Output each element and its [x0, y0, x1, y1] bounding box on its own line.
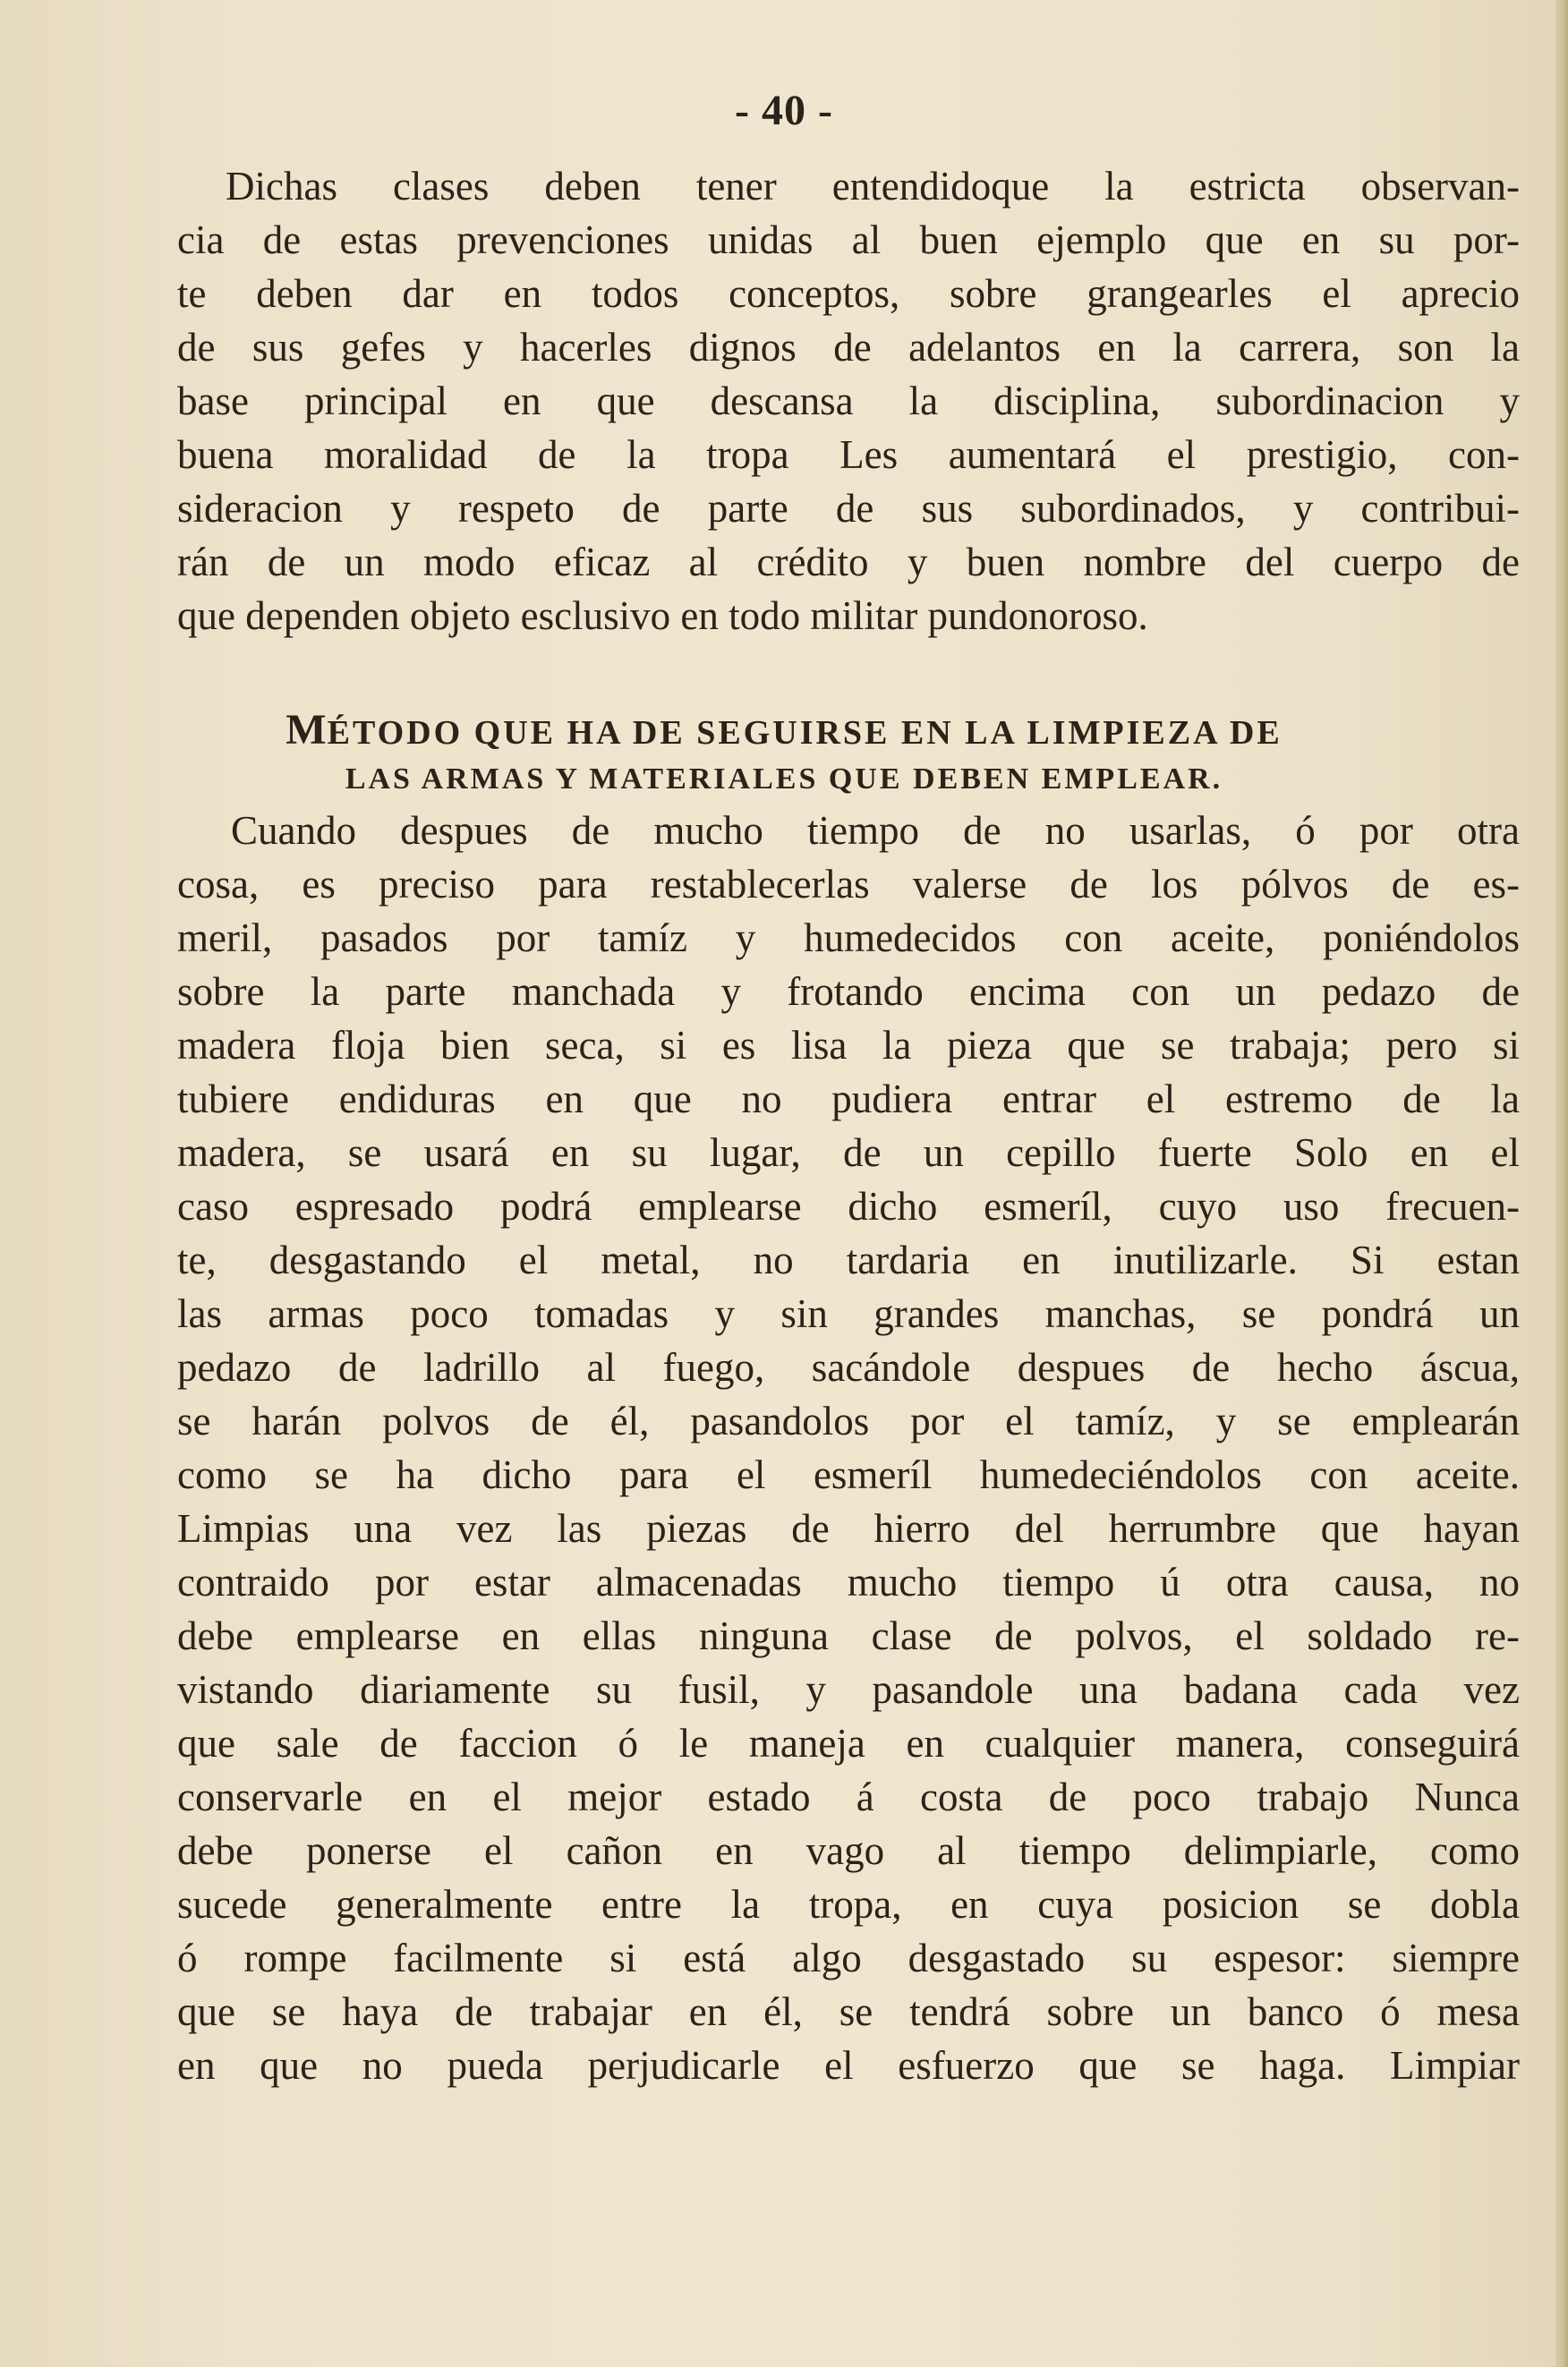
text-line: Cuando despues de mucho tiempo de no usarlas, ó por otra: [231, 808, 1520, 853]
text-line: base principal en que descansa la disciplina, subordinacion y: [177, 379, 1520, 423]
text-line: debe ponerse el cañon en vago al tiempo delimpiarle, como: [177, 1828, 1520, 1873]
page-edge: [1555, 0, 1568, 2367]
text-line: madera floja bien seca, si es lisa la pieza que se trabaja; pero si: [177, 1023, 1520, 1068]
text-line: que se haya de trabajar en él, se tendrá sobre un banco ó mesa: [177, 1989, 1520, 2034]
text-line: cia de estas prevenciones unidas al buen ejemplo que en su por-: [177, 217, 1520, 262]
heading-initial: M: [285, 706, 328, 754]
section-heading-line2: LAS ARMAS Y MATERIALES QUE DEBEN EMPLEAR.: [345, 762, 1223, 796]
text-line: caso espresado podrá emplearse dicho esmeríl, cuyo uso frecuen-: [177, 1184, 1520, 1229]
text-line: las armas poco tomadas y sin grandes manchas, se pondrá un: [177, 1291, 1520, 1336]
text-line: de sus gefes y hacerles dignos de adelantos en la carrera, son la: [177, 325, 1520, 370]
text-line: conservarle en el mejor estado á costa de poco trabajo Nunca: [177, 1775, 1520, 1819]
text-line: meril, pasados por tamíz y humedecidos con aceite, poniéndolos: [177, 915, 1520, 960]
text-line: se harán polvos de él, pasandolos por el tamíz, y se emplearán: [177, 1399, 1520, 1443]
text-line: te, desgastando el metal, no tardaria en inutilizarle. Si estan: [177, 1238, 1520, 1282]
text-line: Dichas clases deben tener entendidoque la estricta observan-: [226, 164, 1520, 209]
text-line: vistando diariamente su fusil, y pasandole una badana cada vez: [177, 1667, 1520, 1712]
text-line: ó rompe facilmente si está algo desgastado su espesor: siempre: [177, 1936, 1520, 1980]
text-line: madera, se usará en su lugar, de un cepillo fuerte Solo en el: [177, 1130, 1520, 1175]
text-line: sucede generalmente entre la tropa, en cuya posicion se dobla: [177, 1882, 1520, 1927]
text-line: buena moralidad de la tropa Les aumentará el prestigio, con-: [177, 432, 1520, 477]
heading-line1: ÉTODO QUE HA DE SEGUIRSE EN LA LIMPIEZA DE: [327, 714, 1283, 752]
text-line: cosa, es preciso para restablecerlas valerse de los pólvos de es-: [177, 862, 1520, 907]
text-line: en que no pueda perjudicarle el esfuerzo que se haga. Limpiar: [177, 2043, 1520, 2088]
text-line: pedazo de ladrillo al fuego, sacándole despues de hecho áscua,: [177, 1345, 1520, 1390]
text-line: que sale de faccion ó le maneja en cualquier manera, conseguirá: [177, 1721, 1520, 1766]
text-line: contraido por estar almacenadas mucho tiempo ú otra causa, no: [177, 1560, 1520, 1605]
text-line: rán de un modo eficaz al crédito y buen nombre del cuerpo de: [177, 540, 1520, 584]
page-number: - 40 -: [735, 87, 833, 134]
text-line: tubiere endiduras en que no pudiera entrar el estremo de la: [177, 1077, 1520, 1121]
text-line: como se ha dicho para el esmeríl humedeciéndolos con aceite.: [177, 1452, 1520, 1497]
text-line: que dependen objeto esclusivo en todo militar pundonoroso.: [177, 593, 1148, 638]
text-line: Limpias una vez las piezas de hierro del herrumbre que hayan: [177, 1506, 1520, 1551]
section-heading: [0, 705, 1568, 754]
text-line: sobre la parte manchada y frotando encima con un pedazo de: [177, 969, 1520, 1014]
text-line: te deben dar en todos conceptos, sobre grangearles el aprecio: [177, 271, 1520, 316]
text-line: sideracion y respeto de parte de sus subordinados, y contribui-: [177, 486, 1520, 531]
text-line: debe emplearse en ellas ninguna clase de polvos, el soldado re-: [177, 1613, 1520, 1658]
